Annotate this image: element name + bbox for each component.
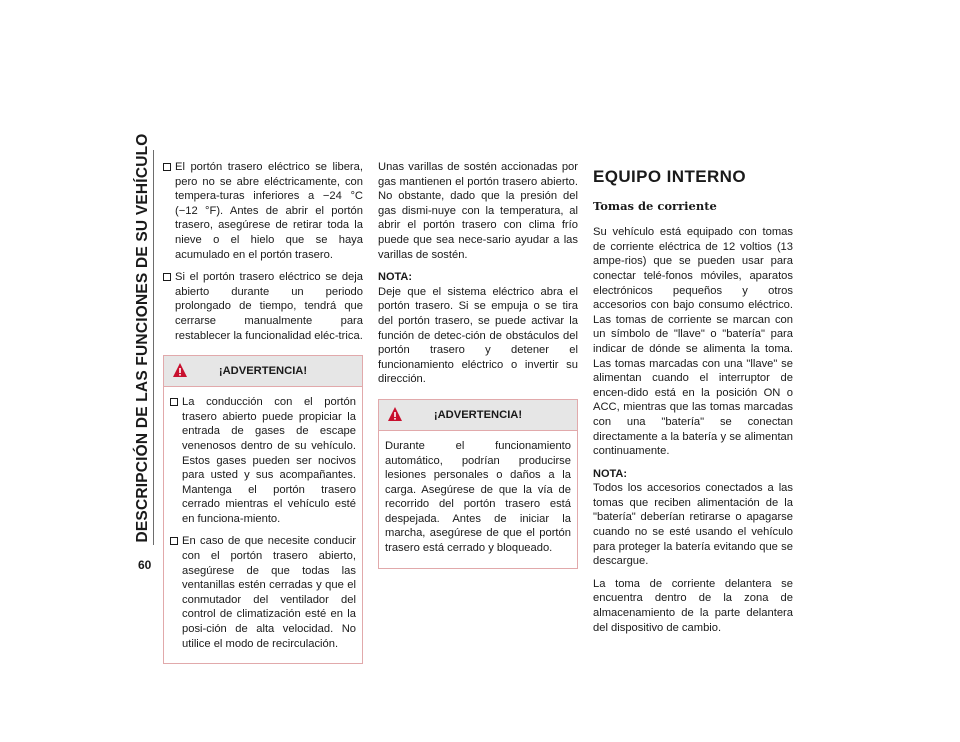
warning-header (164, 356, 362, 387)
paragraph: La toma de corriente delantera se encuentra dentro de la zona de almacenamiento de la parte delantera del dispositivo de cambio. (593, 577, 793, 634)
warning-title: ¡ADVERTENCIA! (218, 365, 308, 378)
bullet-item: El portón trasero eléctrico se libera, pero no se abre eléctricamente, con tempera-turas inferiores a −24 °C (−12 °F). Antes de abrir el portón trasero, asegúrese de retirar toda la nieve o el hielo que se haya acumulado en el portón trasero. (163, 160, 363, 262)
note-label: NOTA: (378, 271, 413, 284)
subsection-heading: Tomas de corriente (593, 198, 717, 213)
square-bullet-icon (170, 395, 182, 526)
vertical-divider (153, 150, 154, 545)
bullet-item: En caso de que necesite conducir con el portón trasero abierto, asegúrese de que todas las ventanillas estén cerradas y que el conmutador del ventilador del control de climatización esté en la posi-ción de alta velocidad. No utilice el modo de recirculación. (170, 534, 356, 651)
warning-box (163, 355, 363, 664)
paragraph: Unas varillas de sostén accionadas por gas mantienen el portón trasero abierto. No obstante, dado que la presión del gas dismi-nuye con la temperatura, al abrir el portón trasero con clima frío puede que sea nece-sario ayudar a las varillas de sostén. (378, 161, 578, 261)
note-text: Todos los accesorios conectados a las tomas que reciben alimentación de la "batería" deberían retirarse o apagarse cuando no se esté usando el vehículo para proteger la batería evitando que se descargue. (593, 482, 793, 568)
square-bullet-icon (163, 270, 175, 343)
column-2 (378, 160, 578, 569)
warning-text: Durante el funcionamiento automático, podrían producirse lesiones personales o daños a la carga. Asegúrese de que la vía de recorrido del portón trasero está despejada. Antes de iniciar la marcha, asegúrese de que el portón trasero está cerrado y bloqueado. (385, 439, 571, 555)
section-heading: EQUIPO INTERNO (593, 167, 746, 186)
column-1 (163, 160, 363, 664)
page-number: 60 (138, 558, 152, 572)
warning-body (379, 431, 577, 568)
warning-title: ¡ADVERTENCIA! (433, 408, 523, 421)
bullet-item: Si el portón trasero eléctrico se deja abierto durante un periodo prolongado de tiempo, tendrá que cerrarse manualmente para restablecer la funcionalidad eléc-trica. (163, 270, 363, 343)
note-label: NOTA: (593, 467, 628, 480)
square-bullet-icon (163, 160, 175, 262)
note-text: Deje que el sistema eléctrico abra el portón trasero. Si se empuja o se tira del portón trasero, se puede activar la función de detec-ción de obstáculos del portón trasero y detener el funcionamiento eléctrico o invertir su dirección. (378, 285, 578, 386)
warning-header (379, 400, 577, 431)
square-bullet-icon (170, 534, 182, 651)
warning-body (164, 387, 362, 663)
warning-box (378, 399, 578, 569)
bullet-item: La conducción con el portón trasero abierto puede propiciar la entrada de gases de escape venenosos dentro de su vehículo. Estos gases pueden ser nocivos para usted y sus acompañantes. Mantenga el portón trasero cerrado mientras el vehículo esté en funciona-miento. (170, 395, 356, 526)
column-3 (593, 167, 793, 643)
side-title-text: DESCRIPCIÓN DE LAS FUNCIONES DE SU VEHÍCULO (134, 133, 151, 543)
paragraph: Su vehículo está equipado con tomas de corriente eléctrica de 12 voltios (13 ampe-rios) que se pueden usar para conectar telé-fonos móviles, aparatos electrónicos pequeños y otros accesorios con bajo consumo eléctrico. Las tomas de corriente se marcan con un símbolo de "llave" o "batería" para indicar de dónde se alimenta la toma. Las tomas marcadas con una "llave" se alimentan cuando el interruptor de encen-dido está en la posición ON o ACC, mientras que las tomas marcadas con una "batería" se conectan directamente a la batería y se alimentan continuamente. (593, 226, 793, 458)
